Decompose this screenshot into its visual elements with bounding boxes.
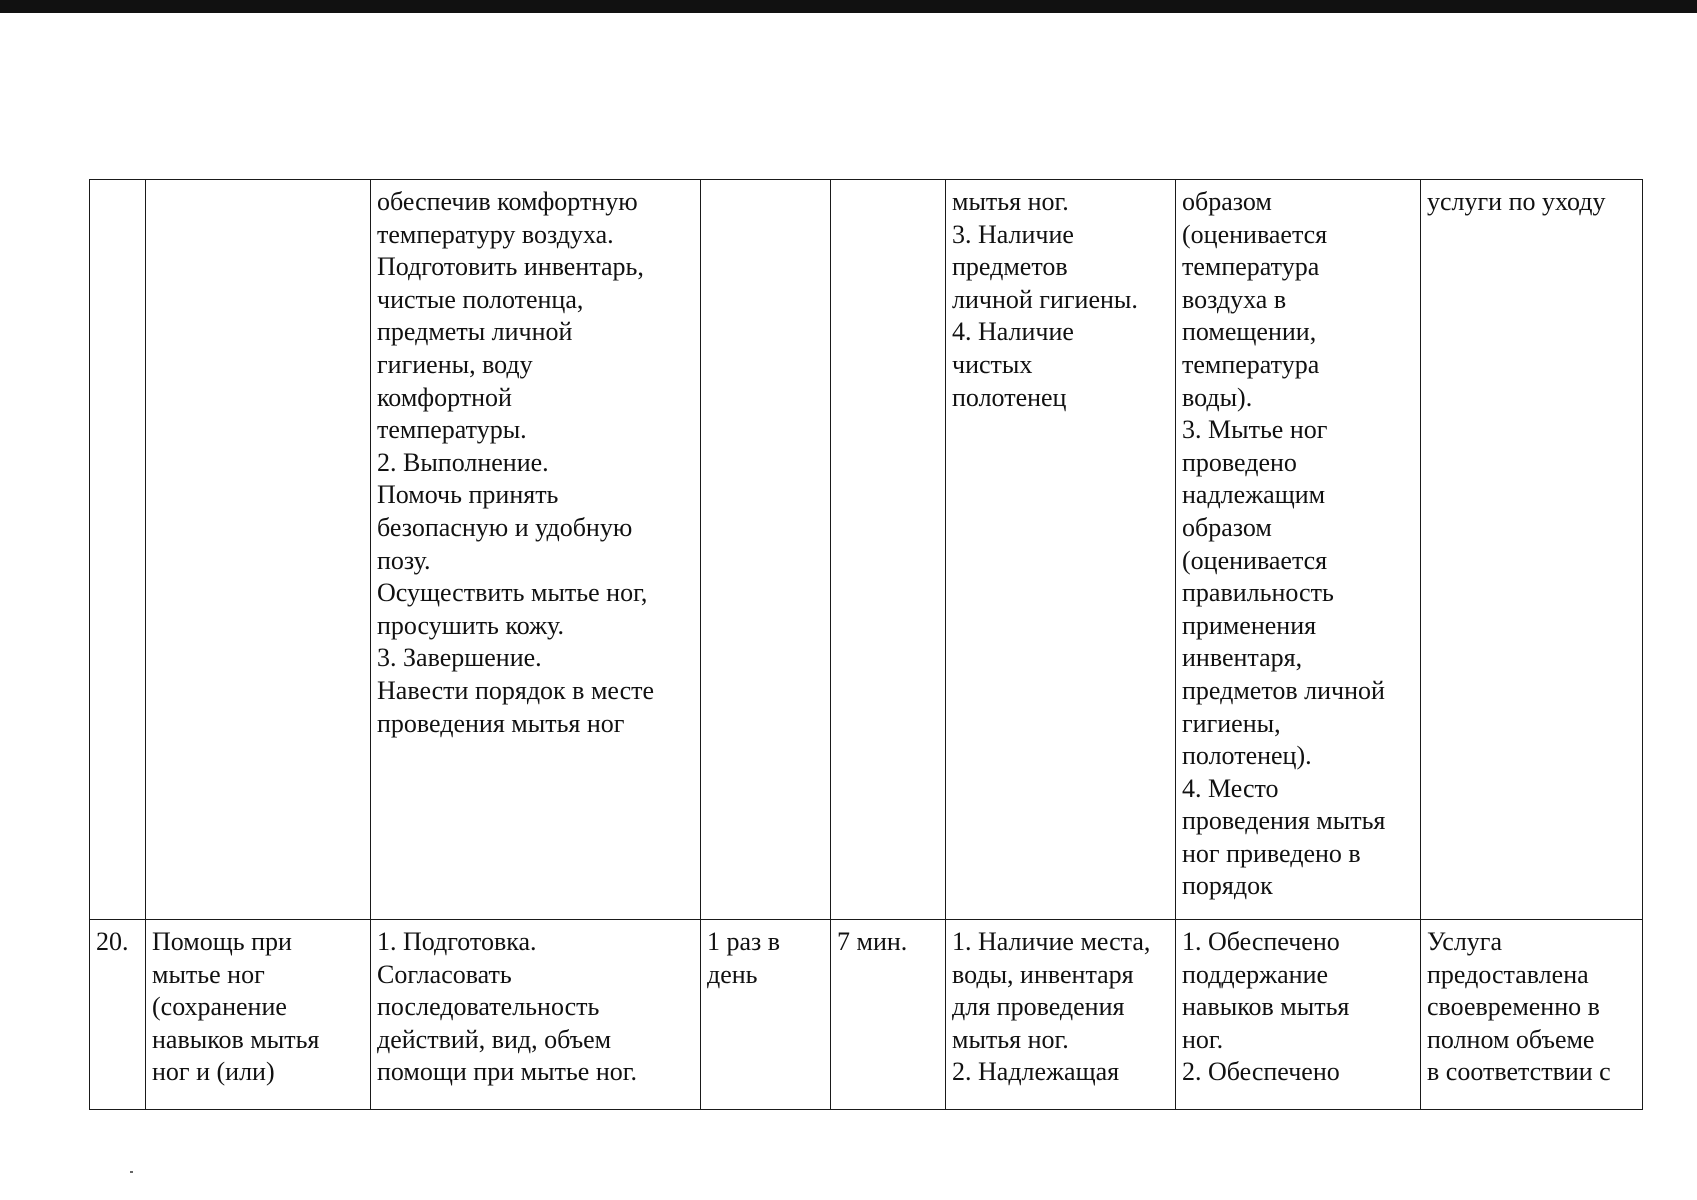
cell-duration [831,180,946,920]
table-row-continuation [90,180,1643,920]
cell-number [90,180,146,920]
cell-result-assessment: услуги по уходу [1421,180,1643,920]
cell-frequency: 1 раз в день [701,920,831,1110]
cell-duration: 7 мин. [831,920,946,1110]
cell-quality-indicators: образом (оценивается температура воздуха в помещении, температура воды). 3. Мытье ног проведено надлежащим образом (оценивается правильность применения инвентаря, предметов личной гигиены, полотенец). 4. Место проведения мытья ног приведено в порядок [1176,180,1421,920]
cell-result-assessment: Услуга предоставлена своевременно в полном объеме в соответствии с [1421,920,1643,1110]
cell-procedure: обеспечив комфортную температуру воздуха. Подготовить инвентарь, чистые полотенца, предметы личной гигиены, воду комфортной температуры. 2. Выполнение. Помочь принять безопасную и удобную позу. Осуществить мытье ног, просушить кожу. 3. Завершение. Навести порядок в месте проведения мытья ног [371,180,701,920]
cell-conditions: мытья ног. 3. Наличие предметов личной гигиены. 4. Наличие чистых полотенец [946,180,1176,920]
cell-service-name: Помощь при мытье ног (сохранение навыков мытья ног и (или) [146,920,371,1110]
scan-edge-bar [0,0,1697,13]
scan-speck [130,1171,133,1173]
cell-frequency [701,180,831,920]
cell-conditions: 1. Наличие места, воды, инвентаря для проведения мытья ног. 2. Надлежащая [946,920,1176,1110]
cell-procedure: 1. Подготовка. Согласовать последовательность действий, вид, объем помощи при мытье ног. [371,920,701,1110]
services-table [89,179,1643,1110]
cell-quality-indicators: 1. Обеспечено поддержание навыков мытья ног. 2. Обеспечено [1176,920,1421,1110]
cell-number: 20. [90,920,146,1110]
table-row-20 [90,920,1643,1110]
cell-service-name [146,180,371,920]
